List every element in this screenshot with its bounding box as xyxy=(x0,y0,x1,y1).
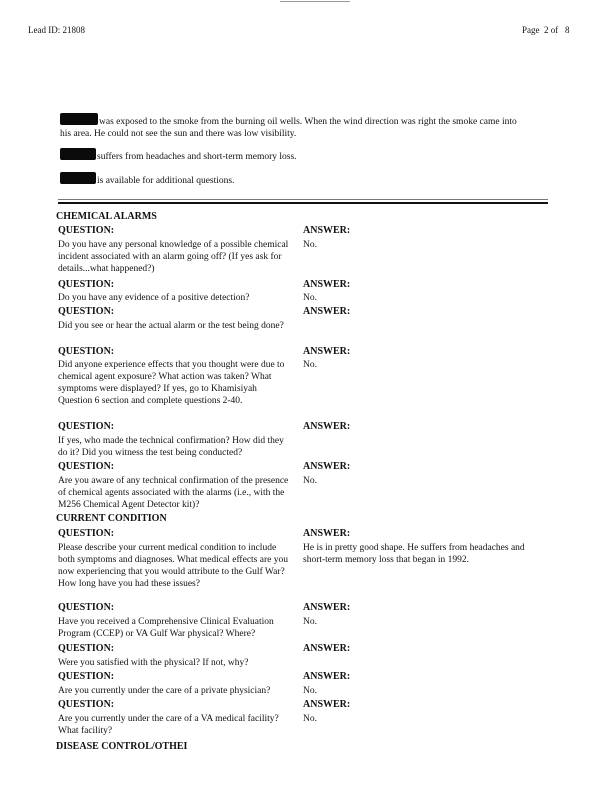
answer-text: No. xyxy=(303,476,317,486)
question-text: Have you received a Comprehensive Clinical Evaluation Program (CCEP) or VA Gulf War physical? Where? xyxy=(58,617,274,639)
answer-text: He is in pretty good shape. He suffers from headaches and short-term memory loss that began in 1992. xyxy=(303,543,525,565)
question-label: QUESTION: xyxy=(58,461,115,472)
divider-thick xyxy=(58,202,548,204)
answer-label: ANSWER: xyxy=(303,699,351,710)
answer-text: No. xyxy=(303,714,317,724)
page-indicator xyxy=(522,24,570,36)
page-of-label: of xyxy=(550,25,559,35)
section-chemical-alarms: CHEMICAL ALARMS xyxy=(56,211,157,222)
question-text: Did anyone experience effects that you thought were due to chemical agent exposure? What action was taken? What symptoms were displayed? If yes, go to Khamisiyah Question 6 section and complete questions 2-40. xyxy=(58,360,285,406)
answer-label: ANSWER: xyxy=(303,346,351,357)
question-text: Are you currently under the care of a VA medical facility? What facility? xyxy=(58,714,279,736)
answer-label: ANSWER: xyxy=(303,306,351,317)
intro-paragraph-1: was exposed to the smoke from the burning oil wells. When the wind direction was right the smoke came into his area. He could not see the sun and there was low visibility. xyxy=(60,117,517,139)
answer-text: No. xyxy=(303,293,317,303)
question-label: QUESTION: xyxy=(58,421,115,432)
question-text: Are you currently under the care of a private physician? xyxy=(58,686,271,696)
question-text: Do you have any personal knowledge of a possible chemical incident associated with an alarm going off? (If yes ask for details...what happened?) xyxy=(58,240,289,274)
answer-label: ANSWER: xyxy=(303,643,351,654)
intro-paragraph-2: suffers from headaches and short-term memory loss. xyxy=(97,152,297,162)
answer-label: ANSWER: xyxy=(303,671,351,682)
question-label: QUESTION: xyxy=(58,602,115,613)
section-disease-control: DISEASE CONTROL/OTHEI xyxy=(56,741,188,752)
answer-text: No. xyxy=(303,617,317,627)
question-text: Did you see or hear the actual alarm or the test being done? xyxy=(58,321,284,331)
question-label: QUESTION: xyxy=(58,643,115,654)
lead-id: Lead ID: 21808 xyxy=(28,25,85,35)
question-label: QUESTION: xyxy=(58,528,115,539)
page-number: 2 xyxy=(544,25,549,35)
answer-label: ANSWER: xyxy=(303,461,351,472)
page-total: 8 xyxy=(565,25,570,35)
page-label: Page xyxy=(522,25,540,35)
question-text: Please describe your current medical condition to include both symptoms and diagnoses. What medical effects are you now experiencing that you would attribute to the Gulf War? How long have you had these issues? xyxy=(58,543,288,589)
question-text: Were you satisfied with the physical? If not, why? xyxy=(58,658,249,668)
answer-label: ANSWER: xyxy=(303,225,351,236)
divider-thin xyxy=(58,199,548,200)
answer-text: No. xyxy=(303,240,317,250)
question-label: QUESTION: xyxy=(58,671,115,682)
question-label: QUESTION: xyxy=(58,279,115,290)
question-text: Do you have any evidence of a positive detection? xyxy=(58,293,250,303)
question-text: If yes, who made the technical confirmation? How did they do it? Did you witness the test being conducted? xyxy=(58,436,284,458)
question-label: QUESTION: xyxy=(58,346,115,357)
answer-label: ANSWER: xyxy=(303,528,351,539)
question-text: Are you aware of any technical confirmation of the presence of chemical agents associated with the alarms (i.e., with the M256 Chemical Agent Detector kit)? xyxy=(58,476,289,510)
question-label: QUESTION: xyxy=(58,699,115,710)
intro-paragraph-3: is available for additional questions. xyxy=(97,176,235,186)
top-scan-line xyxy=(280,1,350,2)
answer-label: ANSWER: xyxy=(303,602,351,613)
answer-label: ANSWER: xyxy=(303,279,351,290)
answer-label: ANSWER: xyxy=(303,421,351,432)
answer-text: No. xyxy=(303,686,317,696)
answer-text: No. xyxy=(303,360,317,370)
question-label: QUESTION: xyxy=(58,306,115,317)
question-label: QUESTION: xyxy=(58,225,115,236)
section-current-condition: CURRENT CONDITION xyxy=(56,513,167,524)
